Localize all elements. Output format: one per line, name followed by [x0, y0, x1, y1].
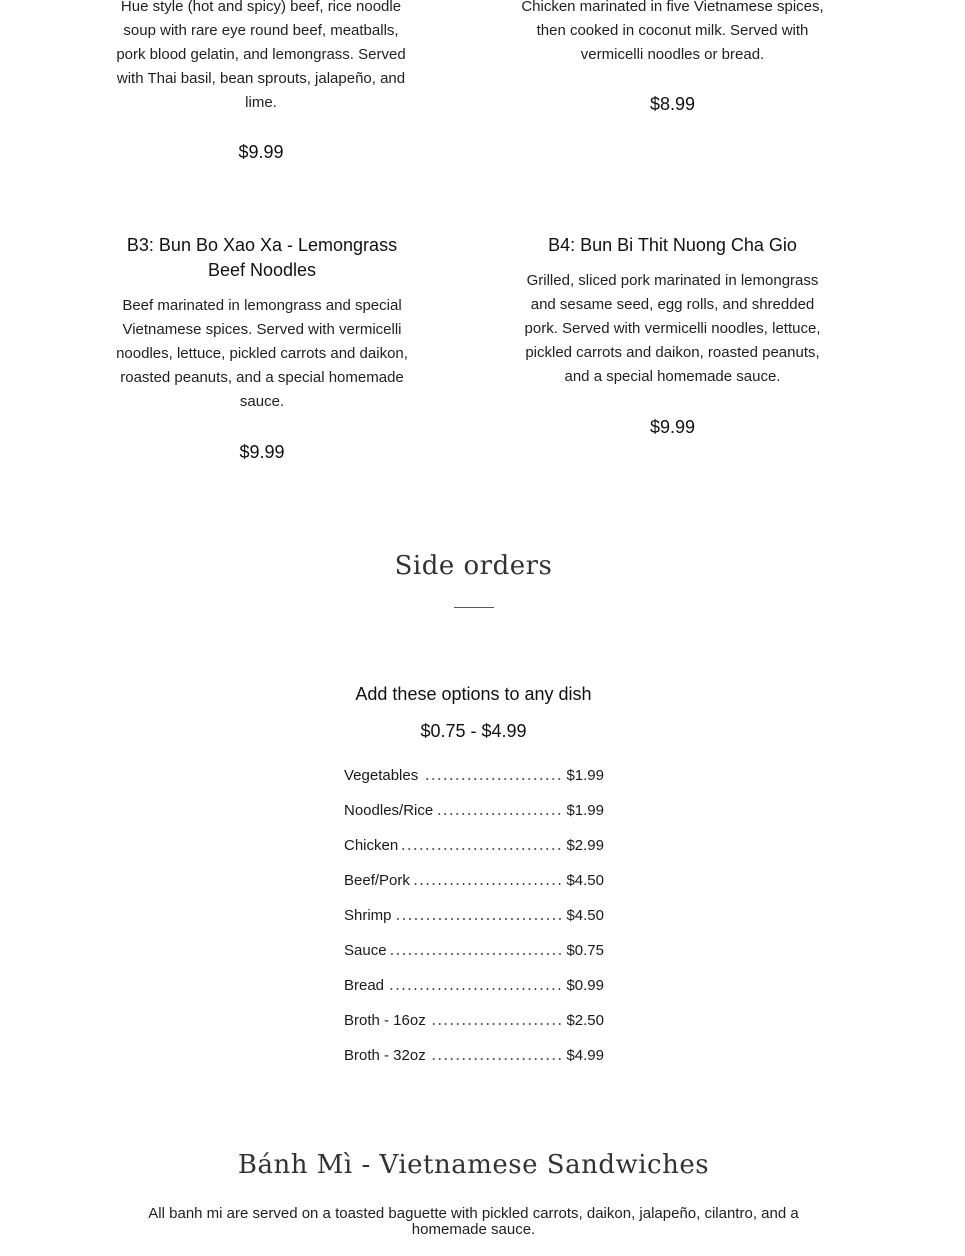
- list-item: [344, 974, 604, 994]
- side-item-price: $2.99: [566, 837, 604, 854]
- section-divider: [454, 607, 494, 608]
- side-item-price: $2.50: [566, 1012, 604, 1029]
- dot-leader: [414, 883, 563, 885]
- dot-leader: [402, 848, 562, 850]
- list-item: [344, 799, 604, 819]
- dish-title-b4: B4: Bun Bi Thit Nuong Cha Gio: [548, 235, 797, 255]
- list-item: [344, 904, 604, 924]
- dish-price-b3: $9.99: [239, 442, 285, 462]
- side-item-name: Vegetables: [344, 767, 419, 784]
- list-item: [344, 939, 604, 959]
- dish-description-top-left: Hue style (hot and spicy) beef, rice noodle soup with rare eye round beef, meatballs, pork blood gelatin, and lemongrass. Served with Thai basil, bean sprouts, jalapeño, and lime.: [116, 0, 406, 111]
- list-item: [344, 834, 604, 854]
- side-item-name: Shrimp: [344, 907, 392, 924]
- dot-leader: [422, 778, 562, 780]
- side-item-price: $0.75: [566, 942, 604, 959]
- side-item-name: Broth - 32oz: [344, 1047, 426, 1064]
- dot-leader: [388, 988, 562, 990]
- dish-price-b4: $9.99: [649, 417, 696, 437]
- side-item-price: $4.50: [566, 907, 604, 924]
- dish-description-b4: Grilled, sliced pork marinated in lemongrass and sesame seed, egg rolls, and shredded pork. Served with vermicelli noodles, lettuce, pickled carrots and daikon, roasted peanuts, and a special homemade sauce.: [524, 272, 821, 385]
- dish-price-top-right: $8.99: [649, 94, 696, 114]
- side-item-name: Bread: [344, 977, 385, 994]
- side-item-price: $4.50: [566, 872, 604, 889]
- side-item-name: Beef/Pork: [344, 872, 410, 889]
- list-item: [344, 1044, 604, 1064]
- dot-leader: [437, 813, 562, 815]
- side-orders-subtitle: Add these options to any dish: [355, 684, 592, 704]
- dish-description-b3: Beef marinated in lemongrass and special Vietnamese spices. Served with vermicelli noodles, lettuce, pickled carrots and daikon, roasted peanuts, and a special homemade sauce.: [116, 297, 408, 410]
- dot-leader: [391, 953, 563, 955]
- list-item: [344, 764, 604, 784]
- side-item-name: Chicken: [344, 837, 399, 854]
- banh-mi-description: All banh mi are served on a toasted baguette with pickled carrots, daikon, jalapeño, cilantro, and a homemade sauce.: [148, 1205, 799, 1238]
- section-title-side-orders: Side orders: [394, 551, 553, 581]
- side-item-price: $1.99: [566, 767, 604, 784]
- side-item-name: Sauce: [344, 942, 387, 959]
- side-item-price: $4.99: [566, 1047, 604, 1064]
- side-orders-price-range: $0.75 - $4.99: [420, 721, 527, 741]
- side-item-price: $1.99: [566, 802, 604, 819]
- dot-leader: [396, 918, 563, 920]
- dish-title-b3: B3: Bun Bo Xao Xa - Lemongrass Beef Noodles: [126, 235, 398, 280]
- dot-leader: [430, 1058, 563, 1060]
- dish-price-top-left: $9.99: [238, 142, 284, 162]
- side-item-price: $0.99: [566, 977, 604, 994]
- list-item: [344, 869, 604, 889]
- dish-description-top-right: Chicken marinated in five Vietnamese spices, then cooked in coconut milk. Served with vermicelli noodles or bread.: [521, 0, 824, 63]
- dot-leader: [430, 1023, 563, 1025]
- list-item: [344, 1009, 604, 1029]
- section-title-banh-mi: Bánh Mì - Vietnamese Sandwiches: [237, 1150, 710, 1180]
- side-item-name: Broth - 16oz: [344, 1012, 426, 1029]
- side-item-name: Noodles/Rice: [344, 802, 434, 819]
